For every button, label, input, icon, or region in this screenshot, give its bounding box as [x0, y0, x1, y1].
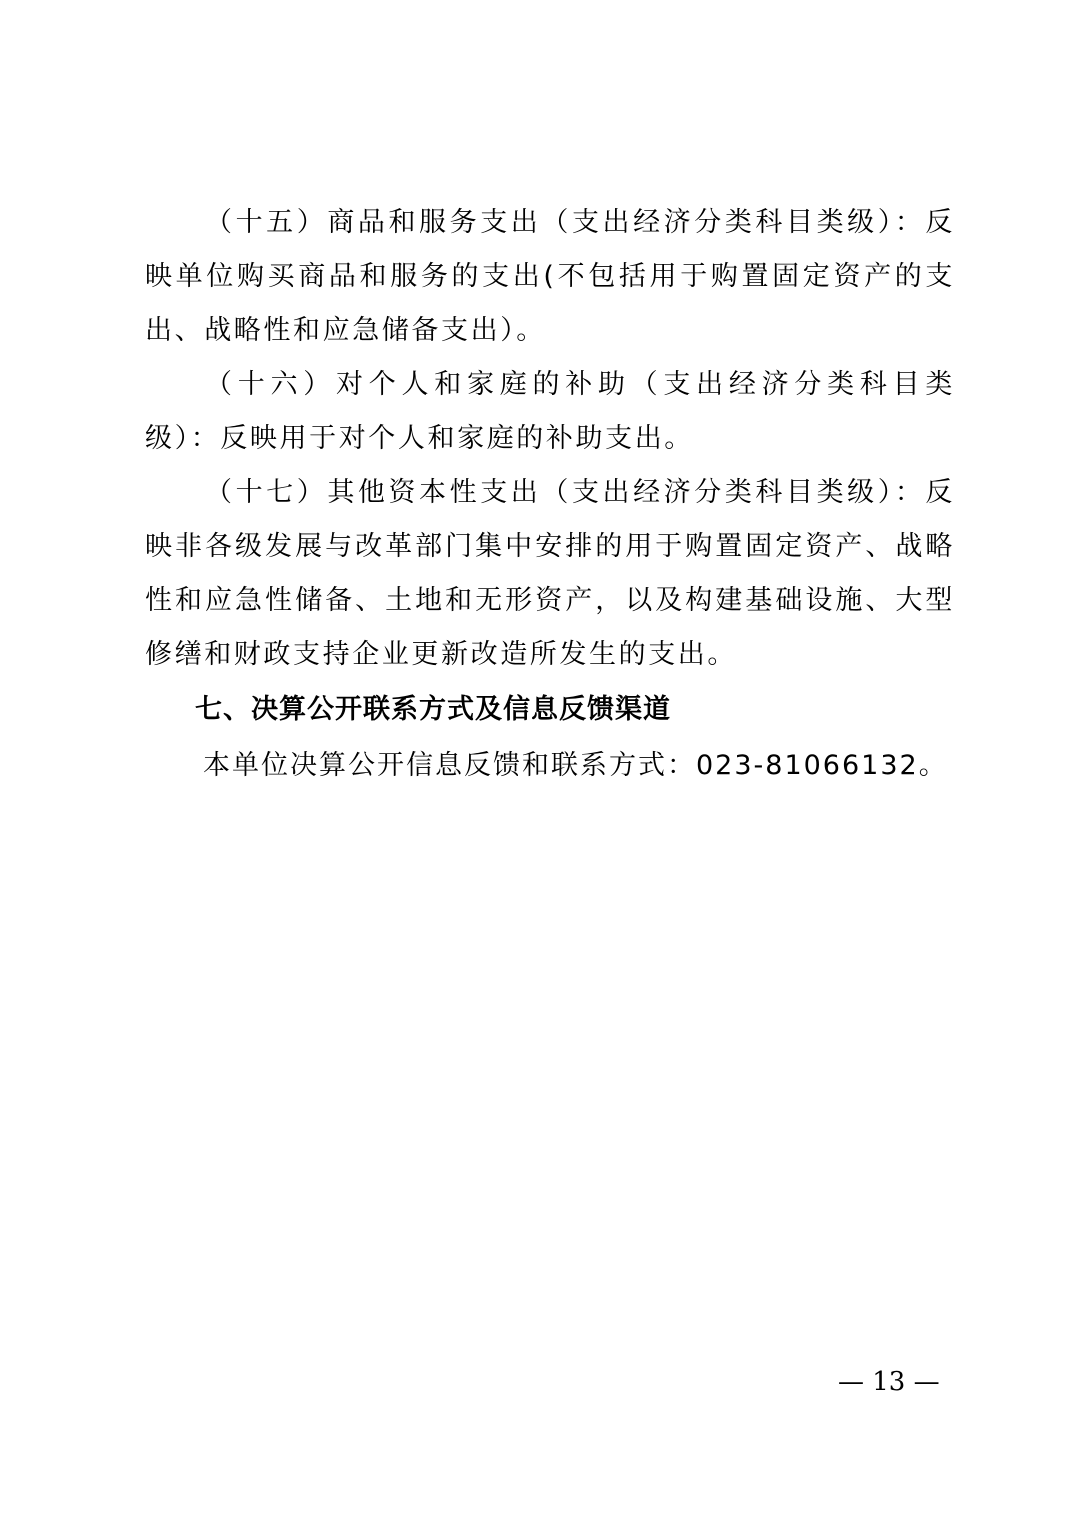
paragraph-item-17: （十七）其他资本性支出（支出经济分类科目类级）：反映非各级发展与改革部门集中安排的用于购置固定资产、战略性和应急性储备、土地和无形资产，以及构建基础设施、大型修缮和财政支持企业更新改造所发生的支出。 [145, 477, 955, 670]
section-heading: 七、决算公开联系方式及信息反馈渠道 [195, 694, 671, 725]
document-body [145, 196, 955, 794]
page-number: — 13 — [838, 1367, 940, 1397]
paragraph-item-15: （十五）商品和服务支出（支出经济分类科目类级）：反映单位购买商品和服务的支出(不包括用于购置固定资产的支出、战略性和应急储备支出）。 [145, 207, 955, 346]
paragraph-item-16: （十六）对个人和家庭的补助（支出经济分类科目类级）：反映用于对个人和家庭的补助支出。 [145, 369, 955, 454]
contact-info: 本单位决算公开信息反馈和联系方式：023-81066132。 [203, 750, 948, 781]
